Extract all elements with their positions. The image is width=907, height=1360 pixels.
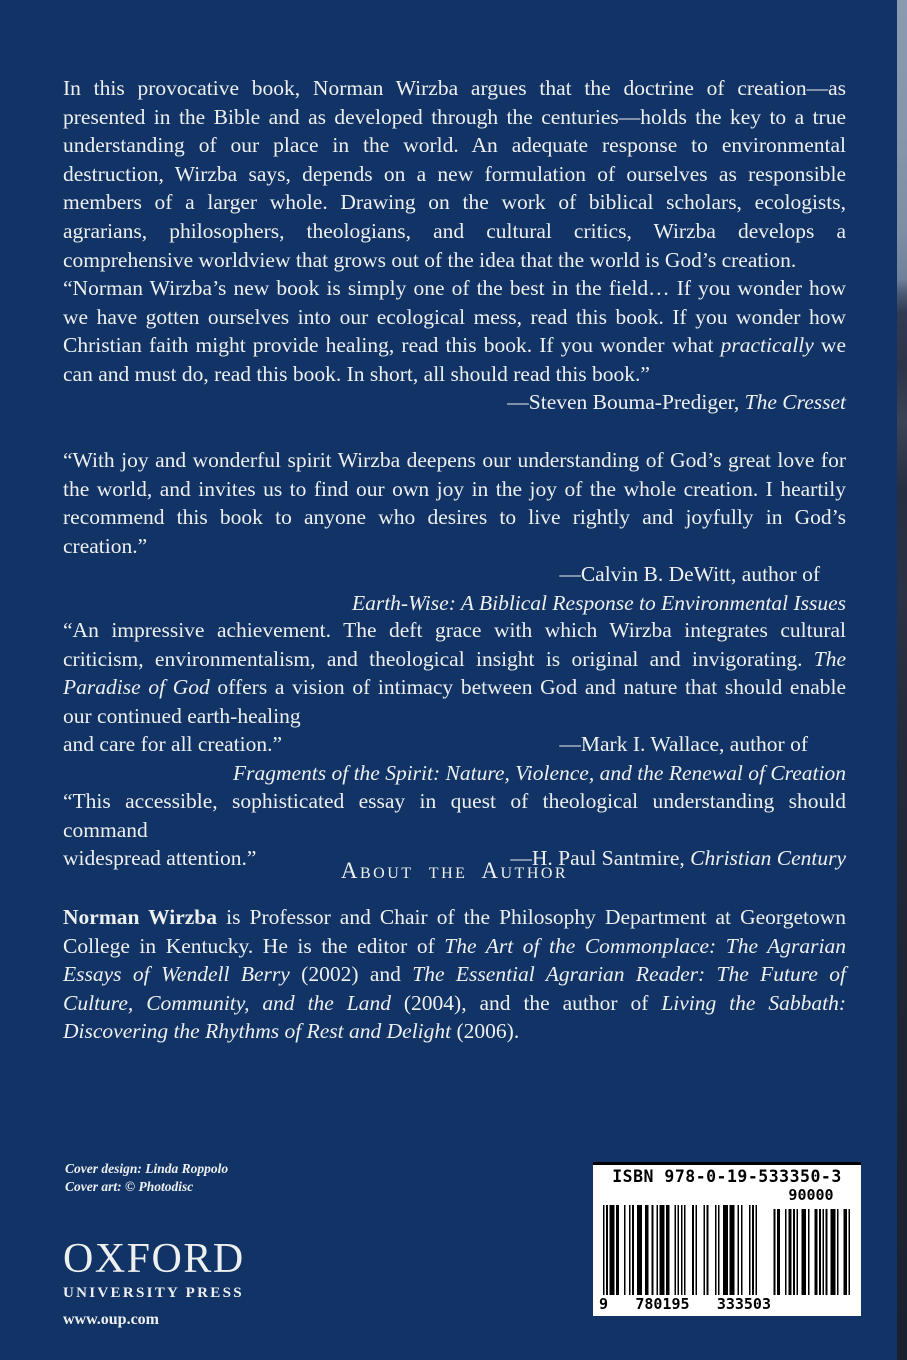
- quote-4-attribution: —H. Paul Santmire, Christian Century: [510, 846, 846, 871]
- review-quote-2: [63, 446, 846, 618]
- cover-art-credit: Cover art: © Photodisc: [65, 1178, 194, 1194]
- quote-2-attribution: —Calvin B. DeWitt, author of: [559, 562, 820, 587]
- quote-3-attribution: —Mark I. Wallace, author of: [559, 732, 808, 757]
- barcode-digit-group: 333503: [716, 1295, 771, 1313]
- price-code: 90000: [788, 1186, 834, 1204]
- ean5-supplement-bars: [772, 1209, 850, 1295]
- barcode-digits: [599, 1295, 771, 1313]
- cover-design-credit: Cover design: Linda Roppolo: [65, 1161, 229, 1176]
- barcode-digit-group: 780195: [635, 1295, 690, 1313]
- review-quote-1: [63, 274, 846, 417]
- oxford-wordmark: OXFORD: [63, 1236, 245, 1282]
- quote-3-tail-row: [63, 730, 846, 759]
- cover-credits: [65, 1160, 228, 1195]
- quote-3-text: “An impressive achievement. The deft grace with which Wirzba integrates cultural criticism, environmentalism, and theological insight is original and invigorating. The Paradise of God offers a vision of intimacy between God and nature that should enable our continued earth-healing: [63, 618, 846, 728]
- quote-3-tail: and care for all creation.”: [63, 732, 283, 757]
- quote-2-attribution-title: Earth-Wise: A Biblical Response to Environmental Issues: [351, 590, 846, 615]
- quote-1-attribution: —Steven Bouma-Prediger, The Cresset: [507, 390, 846, 415]
- cover-edge-strip: [897, 0, 907, 1360]
- quote-3-attribution-title: Fragments of the Spirit: Nature, Violence, and the Renewal of Creation: [232, 760, 846, 785]
- quote-2-text: “With joy and wonderful spirit Wirzba deepens our understanding of God’s great love for the world, and invites us to find our own joy in the joy of the whole creation. I heartily recommend this book to anyone who desires to live rightly and joyfully in God’s creation.”: [63, 448, 846, 558]
- ean13-bars: [603, 1205, 757, 1295]
- about-the-author-heading: About the Author: [340, 858, 569, 883]
- quote-4-tail: widespread attention.”: [63, 846, 257, 871]
- publisher-logo: [63, 1237, 245, 1329]
- about-the-author-text: Norman Wirzba is Professor and Chair of the Philosophy Department at Georgetown College in Kentucky. He is the editor of The Art of the Commonplace: The Agrarian Essays of Wendell Berry (2002) and The Essential Agrarian Reader: The Future of Culture, Community, and the Land (2004), and the author of Living the Sabbath: Discovering the Rhythms of Rest and Delight (2006).: [63, 905, 846, 1044]
- university-press-label: UNIVERSITY PRESS: [63, 1285, 244, 1301]
- barcode-digit-group: 9: [599, 1295, 609, 1313]
- publisher-website: www.oup.com: [63, 1311, 160, 1328]
- isbn-barcode: [593, 1162, 861, 1316]
- synopsis-section: [63, 74, 846, 274]
- quote-4-text: “This accessible, sophisticated essay in quest of theological understanding should command: [63, 789, 846, 842]
- isbn-label: ISBN 978-0-19-533350-3: [612, 1167, 842, 1186]
- synopsis-text: In this provocative book, Norman Wirzba argues that the doctrine of creation—as presented in the Bible and as developed through the centuries—holds the key to a true understanding of our place in the world. An adequate response to environmental destruction, Wirzba says, depends on a new formulation of ourselves as responsible members of a larger whole. Drawing on the work of biblical scholars, ecologists, agrarians, philosophers, theologians, and cultural critics, Wirzba develops a comprehensive worldview that grows out of the idea that the world is God’s creation.: [63, 76, 846, 272]
- about-the-author-section: [63, 903, 846, 1046]
- quote-1-text: “Norman Wirzba’s new book is simply one of the best in the field… If you wonder how we have gotten ourselves into our ecological mess, read this book. If you wonder how Christian faith might provide healing, read this book. If you wonder what practically we can and must do, read this book. In short, all should read this book.”: [63, 276, 846, 386]
- review-quote-3: [63, 616, 846, 788]
